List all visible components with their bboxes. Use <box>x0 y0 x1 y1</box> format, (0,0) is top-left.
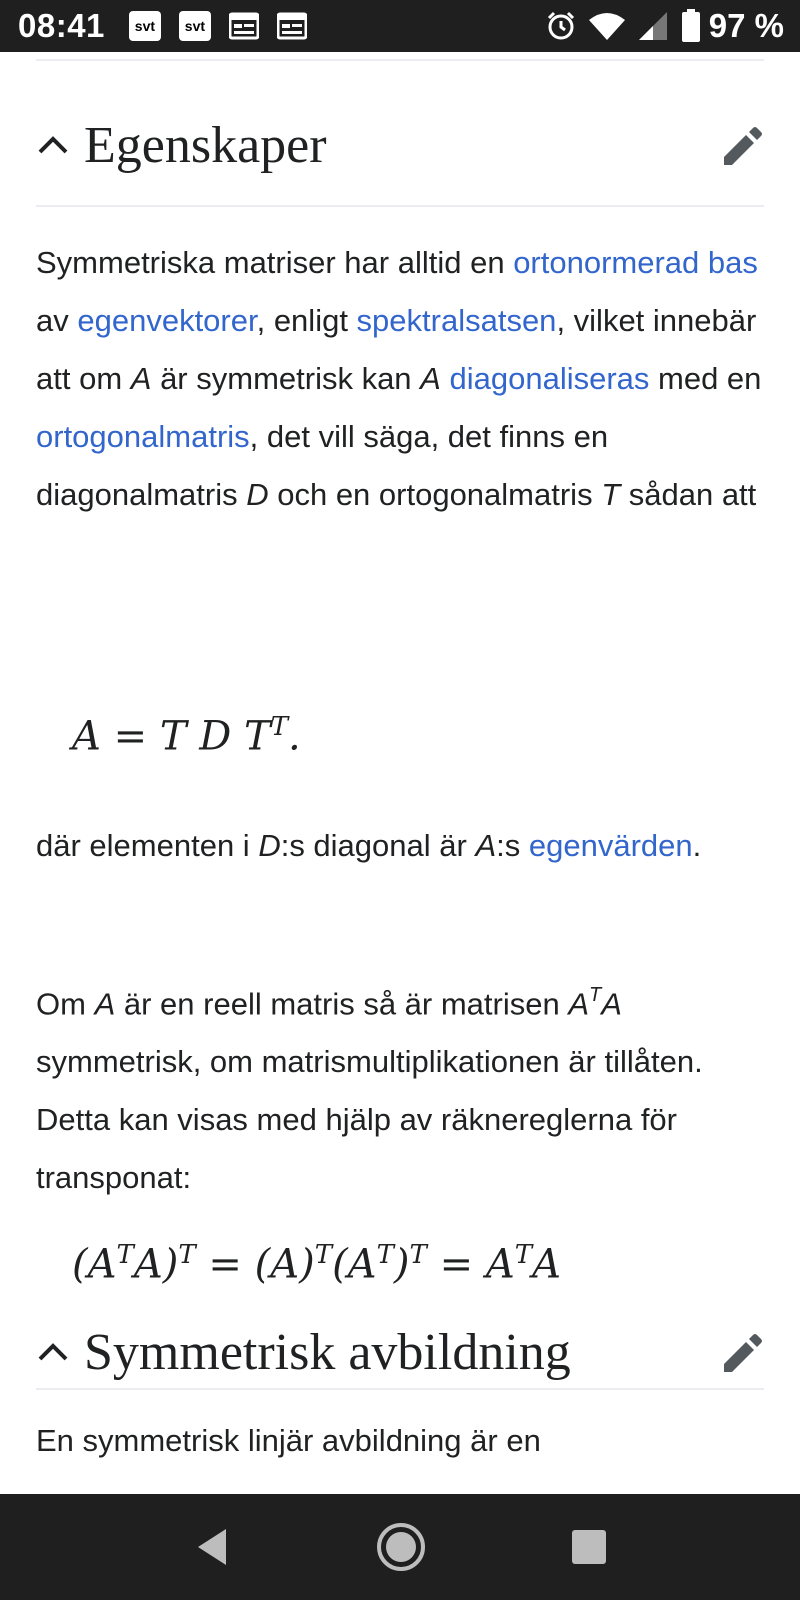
home-icon[interactable] <box>375 1521 427 1573</box>
link-spektralsatsen[interactable]: spektralsatsen <box>356 303 557 338</box>
edit-pencil-icon[interactable] <box>720 125 764 169</box>
divider <box>36 59 764 61</box>
link-ortogonalmatris[interactable]: ortogonalmatris <box>36 419 250 454</box>
status-bar <box>0 0 800 52</box>
svt-notification-icon: svt <box>129 11 161 41</box>
chevron-up-icon[interactable] <box>36 128 70 162</box>
section-header-egenskaper[interactable] <box>36 105 764 185</box>
link-egenvarden[interactable]: egenvärden <box>528 828 693 863</box>
equation: A = T D $T^T$. <box>72 712 301 760</box>
recents-icon[interactable] <box>570 1528 608 1566</box>
back-icon[interactable] <box>192 1525 232 1569</box>
alarm-icon <box>545 10 577 42</box>
section-header-symmetrisk-avbildning[interactable] <box>36 1312 764 1392</box>
equation: $(A^TA)^T = (A)^T(A^T)^T = A^TA$ <box>72 1240 561 1288</box>
chevron-up-icon[interactable] <box>36 1335 70 1369</box>
navigation-bar <box>0 1494 800 1600</box>
paragraph: En symmetrisk linjär avbildning är en <box>36 1423 541 1458</box>
battery-percentage: 97 % <box>708 7 784 44</box>
paragraph: Om A är en reell matris så är matrisen $A^TA$ symmetrisk, om matrismultiplikationen är tillåten. Detta kan visas med hjälp av räknereglerna för transponat: <box>36 984 703 1196</box>
signal-icon <box>637 10 671 42</box>
news-icon <box>277 12 307 40</box>
edit-pencil-icon[interactable] <box>720 1332 764 1376</box>
wifi-icon <box>587 10 627 42</box>
svt-notification-icon: svt <box>179 11 211 41</box>
clock: 08:41 <box>18 7 105 44</box>
link-diagonaliseras[interactable]: diagonaliseras <box>449 361 650 396</box>
battery-icon <box>681 9 701 43</box>
link-ortonormerad-bas[interactable]: ortonormerad bas <box>513 245 758 280</box>
paragraph: Symmetriska matriser har alltid en ortonormerad bas av egenvektorer, enligt spektralsatsen, vilket innebär att om A är symmetrisk kan A diagonaliseras med en ortogonalmatris, det vill säga, det finns en diagonalmatris D och en ortogonalmatris T sådan att <box>36 245 762 512</box>
paragraph: där elementen i D:s diagonal är A:s egenvärden. <box>36 828 702 863</box>
section-title: Symmetrisk avbildning <box>84 1323 571 1381</box>
divider <box>36 1388 764 1390</box>
divider <box>36 205 764 207</box>
link-egenvektorer[interactable]: egenvektorer <box>77 303 257 338</box>
news-icon <box>229 12 259 40</box>
section-title: Egenskaper <box>84 116 327 174</box>
